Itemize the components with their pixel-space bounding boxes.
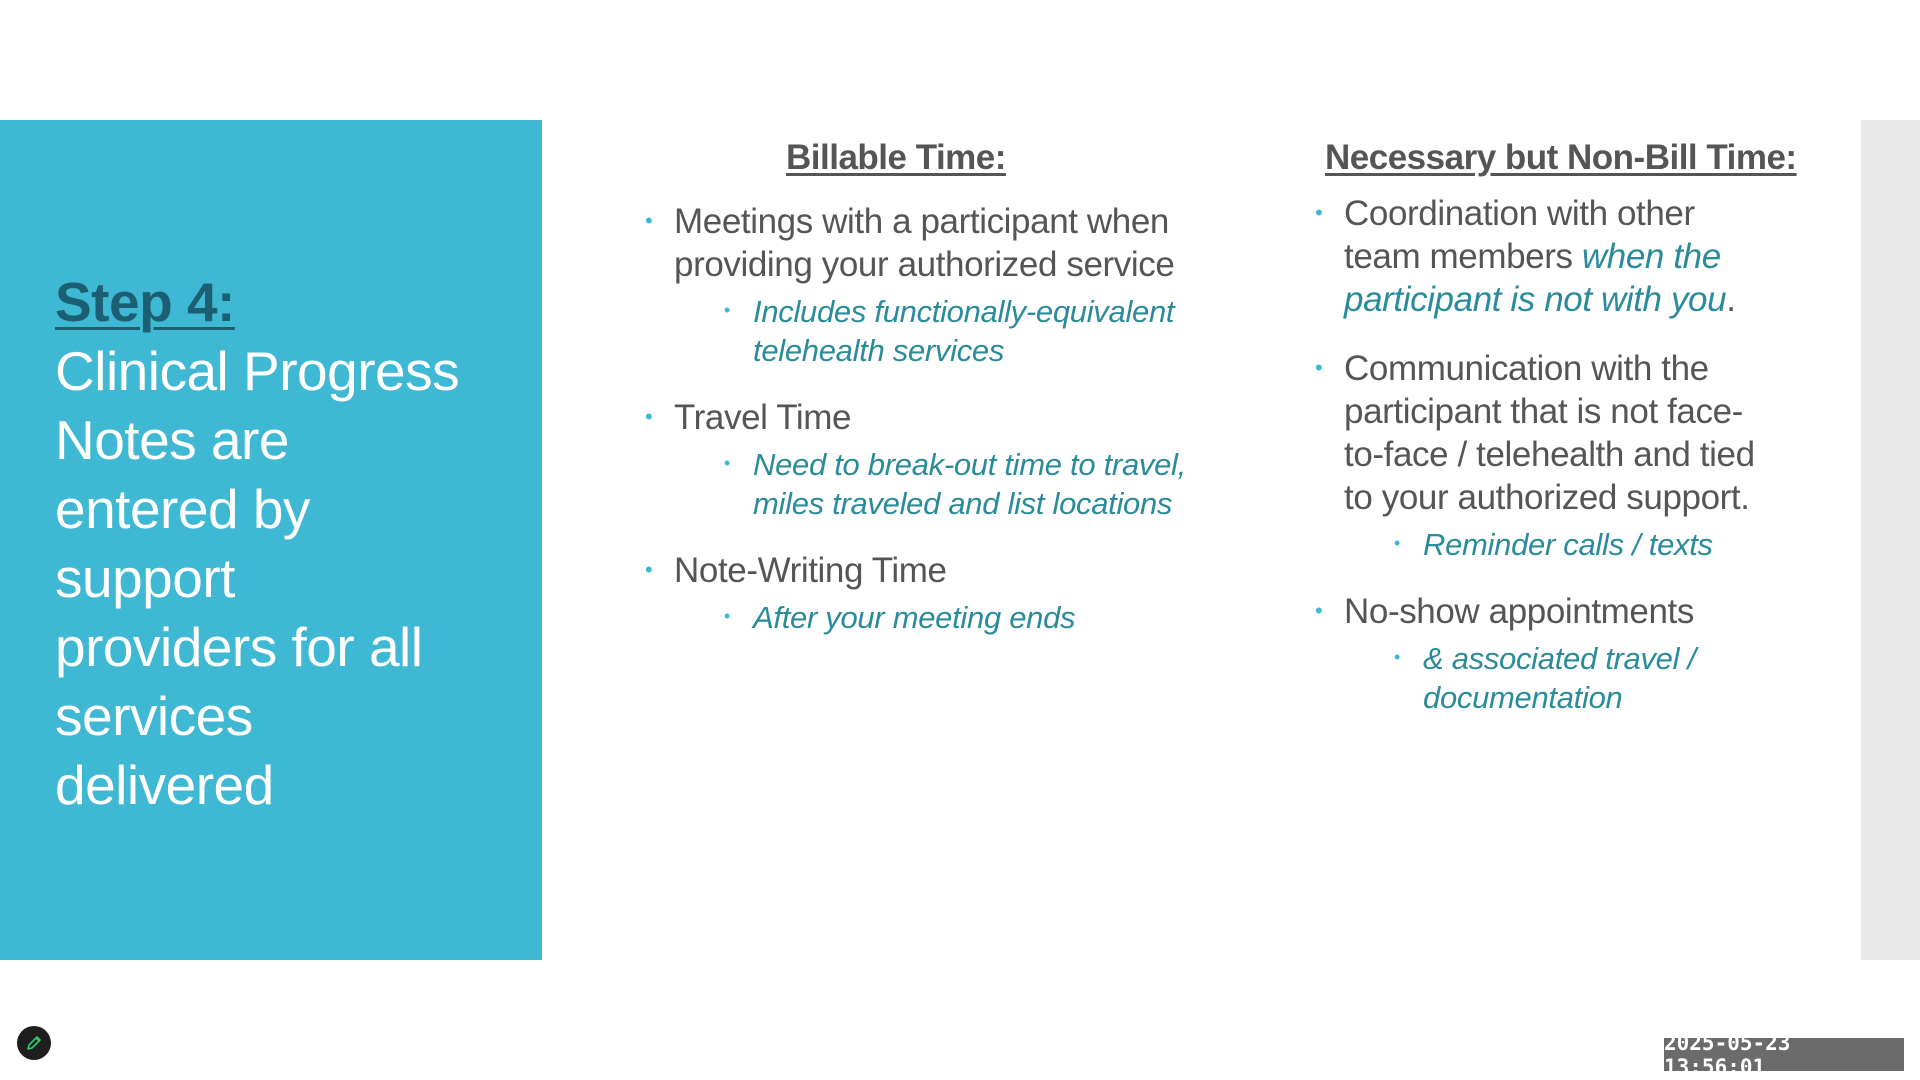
slide-title [55, 268, 525, 820]
non-billable-title: Necessary but Non-Bill Time: [1325, 138, 1797, 177]
heading-line: Clinical Progress [55, 340, 460, 402]
billable-title: Billable Time: [786, 138, 1006, 177]
sub-item [1389, 639, 1855, 717]
sub-line: miles traveled and list locations [753, 486, 1173, 521]
heading-line: delivered [55, 754, 274, 816]
item-line: Communication with the [1344, 349, 1709, 388]
billable-column [640, 138, 1240, 663]
item-line: Meetings with a participant when [674, 202, 1169, 241]
item-line: Note-Writing Time [674, 551, 947, 590]
item-line [1344, 278, 1855, 321]
item-line: Coordination with other [1344, 194, 1695, 233]
bullet-icon: • [1394, 533, 1401, 553]
slide-edge-strip [1861, 120, 1920, 960]
bullet-icon: • [645, 557, 653, 582]
bullet-icon: • [1394, 647, 1401, 667]
sub-line: Need to break-out time to travel, [753, 447, 1186, 482]
timestamp-badge: 2025-05-23 13:56:01 [1664, 1038, 1904, 1071]
list-item [1310, 192, 1855, 321]
billable-list [640, 200, 1240, 637]
list-item [1310, 347, 1855, 564]
bullet-icon: • [724, 453, 731, 473]
bullet-icon: • [724, 606, 731, 626]
item-line [1344, 235, 1855, 278]
annotate-button[interactable] [17, 1026, 51, 1060]
list-item [640, 200, 1240, 370]
bullet-icon: • [645, 404, 653, 429]
item-text-emphasis: when the [1581, 237, 1721, 276]
item-text-emphasis: participant is not with you [1344, 280, 1727, 319]
sub-item [1389, 525, 1855, 564]
sub-line: & associated travel / [1423, 641, 1696, 676]
heading-line: Notes are [55, 409, 289, 471]
non-billable-column [1310, 138, 1855, 743]
list-item [1310, 590, 1855, 717]
sub-line: After your meeting ends [753, 600, 1076, 635]
list-item [640, 396, 1240, 523]
item-text-plain: team members [1344, 237, 1582, 276]
item-line: providing your authorized service [674, 245, 1175, 284]
sub-item [719, 292, 1240, 370]
sub-line: Reminder calls / texts [1423, 527, 1713, 562]
bullet-icon: • [1315, 598, 1323, 623]
heading-line: entered by [55, 478, 310, 540]
step-label: Step 4: [55, 271, 235, 333]
heading-line: support [55, 547, 235, 609]
bullet-icon: • [645, 208, 653, 233]
item-line: Travel Time [674, 398, 852, 437]
item-line: to-face / telehealth and tied [1344, 435, 1755, 474]
non-billable-list [1310, 192, 1855, 717]
bullet-icon: • [724, 300, 731, 320]
bullet-icon: • [1315, 355, 1323, 380]
sub-line: telehealth services [753, 333, 1005, 368]
sub-line: documentation [1423, 680, 1623, 715]
pencil-icon [25, 1034, 43, 1052]
item-line: participant that is not face- [1344, 392, 1743, 431]
sub-item [719, 445, 1240, 523]
heading-line: services [55, 685, 253, 747]
bullet-icon: • [1315, 200, 1323, 225]
item-line: No-show appointments [1344, 592, 1694, 631]
item-line: to your authorized support. [1344, 478, 1750, 517]
heading-line: providers for all [55, 616, 423, 678]
list-item [640, 549, 1240, 637]
sub-item [719, 598, 1240, 637]
item-text-plain: . [1726, 280, 1736, 319]
sub-line: Includes functionally-equivalent [753, 294, 1175, 329]
